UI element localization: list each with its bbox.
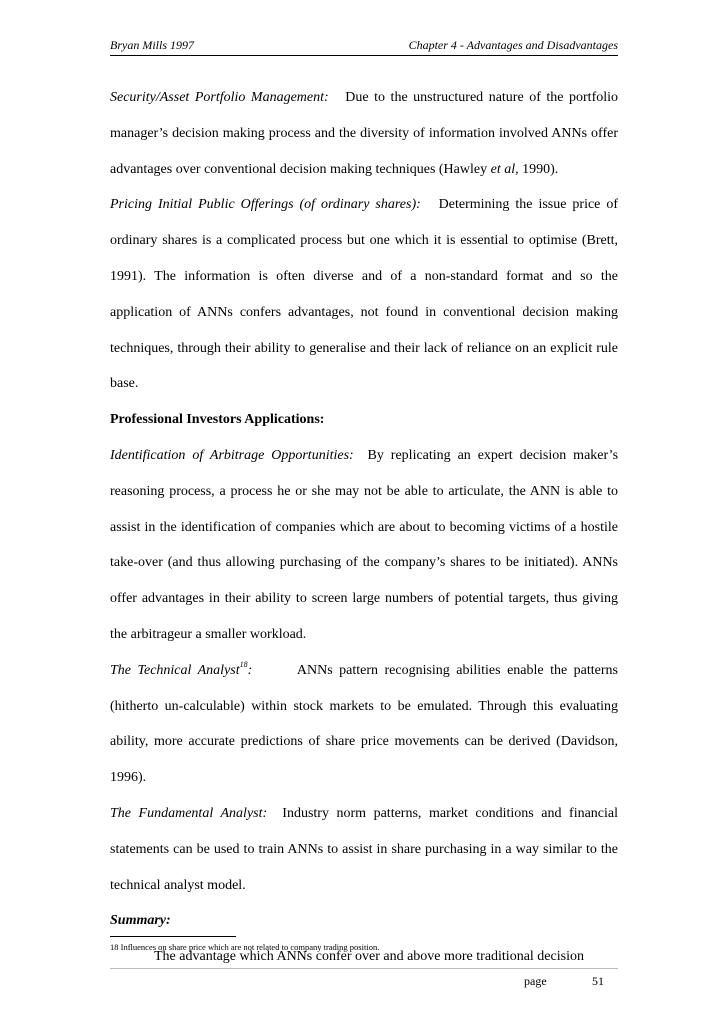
section-heading-summary: Summary: — [110, 913, 171, 929]
paragraph-arbitrage — [110, 438, 618, 653]
footnote-divider — [110, 936, 236, 937]
paragraph-fundamental-analyst — [110, 796, 618, 903]
citation-etal: et al, — [490, 161, 519, 177]
footer-divider — [110, 968, 618, 969]
paragraph-ipo-pricing — [110, 187, 618, 402]
section-heading-professional: Professional Investors Applications: — [110, 412, 325, 428]
page-label: page — [524, 974, 547, 988]
paragraph-summary: The advantage which ANNs confer over and above more traditional decision — [154, 949, 584, 965]
paragraph-technical-analyst — [110, 653, 618, 796]
header-chapter: Chapter 4 - Advantages and Disadvantages — [408, 38, 618, 52]
footnote: 18 Influences on share price which are not related to company trading position. — [110, 942, 380, 952]
document-body — [110, 80, 618, 975]
page-header — [110, 38, 618, 56]
lead-colon: : — [247, 662, 253, 678]
page-number: 51 — [592, 974, 604, 988]
footnote-marker: 18 — [239, 659, 248, 669]
paragraph-lead — [110, 659, 253, 678]
paragraph-lead: Pricing Initial Public Offerings (of ordinary shares): — [110, 197, 421, 213]
paragraph-text-end: 1990). — [518, 161, 559, 177]
paragraph-lead: The Fundamental Analyst: — [110, 805, 268, 821]
paragraph-text: Determining the issue price of ordinary shares is a complicated process but one which it is essential to optimise (Brett, 1991). The information is often diverse and of a non-standard format and so the application of ANNs confers advantages, not found in conventional decision making techniques, through their ability to generalise and their lack of reliance on an explicit rule base. — [110, 197, 619, 392]
paragraph-portfolio-management — [110, 80, 618, 187]
paragraph-text: Industry norm patterns, market conditions and financial statements can be used to train ANNs to assist in share purchasing in a way similar to the technical analyst model. — [110, 805, 619, 893]
header-author: Bryan Mills 1997 — [110, 38, 194, 52]
paragraph-lead: Security/Asset Portfolio Management: — [110, 90, 329, 105]
paragraph-text: By replicating an expert decision maker’s reasoning process, a process he or she may not be able to articulate, the ANN is able to assist in the identification of companies which are about to becoming victims of a hostile take-over (and thus allowing purchasing of the company’s shares to be initiated). ANNs offer advantages in their ability to screen large numbers of potential targets, thus giving the arbitrageur a smaller workload. — [110, 447, 619, 642]
paragraph-lead: Identification of Arbitrage Opportunities: — [110, 447, 354, 463]
paragraph-text: ANNs pattern recognising abilities enable the patterns (hitherto un-calculable) within stock markets to be emulated. Through this evaluating ability, more accurate predictions of share price movements can be derived (Davidson, 1996). — [110, 662, 618, 786]
paragraph-text: Due to the unstructured nature of the portfolio manager’s decision making process and the diversity of information involved ANNs offer advantages over conventional decision making techniques (Hawley — [110, 90, 619, 177]
lead-text: The Technical Analyst — [110, 662, 240, 678]
